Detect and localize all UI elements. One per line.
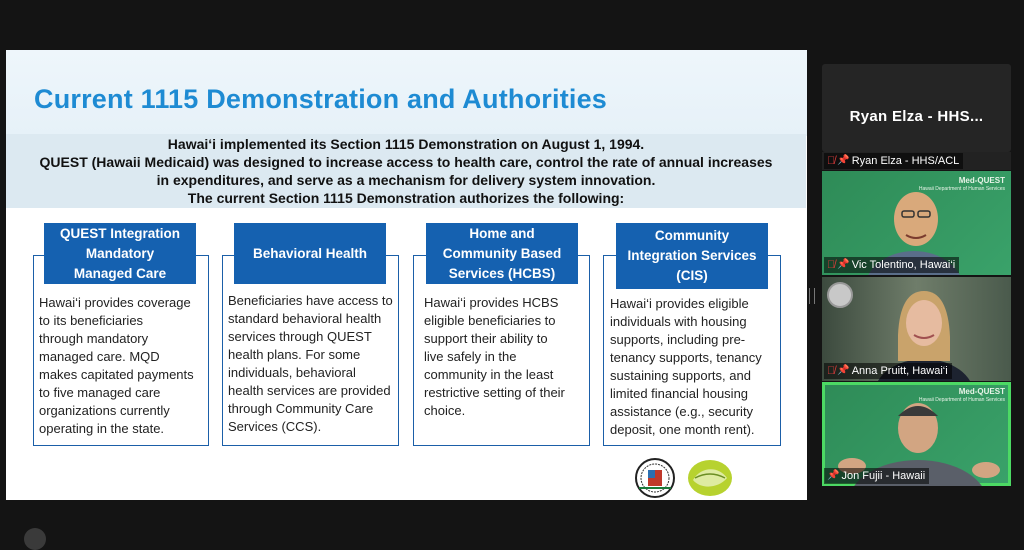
card-body-line: restrictive setting of their — [424, 385, 565, 400]
card-body-line: operating in the state. — [39, 421, 165, 436]
card-heading-line: Home and — [469, 225, 535, 241]
card-body-line: Hawai‘i provides eligible — [610, 296, 749, 311]
participant-name-tag — [824, 153, 963, 169]
hawaii-state-seal-icon — [636, 459, 674, 497]
card-body-line: choice. — [424, 403, 466, 418]
med-quest-logo: Med-QUEST Hawaii Department of Human Services — [918, 176, 1005, 192]
intro-text — [6, 135, 806, 207]
participant-name: Ryan Elza - HHS/ACL — [851, 155, 960, 167]
participant-name: Anna Pruitt, Hawai‘i — [851, 365, 948, 377]
card-heading-line: QUEST Integration — [59, 225, 180, 241]
card-body-behavioral-health — [228, 292, 393, 436]
mic-muted-icon: 🎙̸ — [827, 155, 836, 167]
participant-name-tag — [824, 468, 929, 484]
card-body-line: supports, including pre- — [610, 332, 746, 347]
pin-icon: 📌 — [837, 155, 850, 166]
active-speaker-name: Ryan Elza - HHS... — [849, 108, 984, 125]
participant-tile[interactable] — [822, 171, 1011, 275]
participant-tile[interactable] — [822, 277, 1011, 381]
panel-resize-handle[interactable] — [809, 288, 815, 304]
card-body-line: individuals with housing — [610, 314, 747, 329]
card-body-line: sustaining supports, and — [610, 368, 751, 383]
card-body-line: eligible beneficiaries to — [424, 313, 556, 328]
pin-icon: 📌 — [827, 470, 840, 481]
card-body-line: Beneficiaries have access to — [228, 293, 393, 308]
card-body-line: health plans. For some — [228, 347, 361, 362]
intro-line: in expenditures, and serve as a mechanism for delivery system innovation. — [156, 172, 656, 188]
card-body-line: live safely in the — [424, 349, 517, 364]
card-heading-line: Integration Services — [627, 248, 757, 263]
card-body-line: Hawai‘i provides coverage — [39, 295, 191, 310]
card-body-line: makes capitated payments — [39, 367, 194, 382]
card-body-line: organizations currently — [39, 403, 170, 418]
card-body-line: individuals, behavioral — [228, 365, 356, 380]
pin-icon: 📌 — [837, 365, 850, 376]
card-body-hcbs — [424, 294, 565, 420]
card-heading-line: Community Based — [442, 245, 562, 261]
mic-muted-icon: 🎙̸ — [827, 365, 836, 377]
card-body-line: Hawai‘i provides HCBS — [424, 295, 559, 310]
card-body-line: limited financial housing — [610, 386, 749, 401]
card-heading-line: Behavioral Health — [252, 245, 368, 261]
state-seal-logos — [635, 458, 759, 498]
card-heading-behavioral-health — [234, 223, 386, 284]
card-heading-cis — [616, 223, 768, 289]
card-body-line: deposit, one month rent). — [610, 422, 755, 437]
card-body-line: managed care. MQD — [39, 349, 160, 364]
card-heading-quest-integration — [44, 223, 196, 284]
participant-name-tag — [824, 257, 959, 273]
participant-tile[interactable] — [822, 152, 1011, 170]
card-body-quest-integration — [39, 294, 194, 438]
card-body-line: to five managed care — [39, 385, 161, 400]
intro-line: The current Section 1115 Demonstration authorizes the following: — [187, 190, 625, 206]
card-body-line: community in the least — [424, 367, 554, 382]
med-quest-logo: Med-QUEST Hawaii Department of Human Services — [918, 387, 1005, 403]
dhs-leaf-logo-icon — [688, 460, 732, 496]
slide-title: Current 1115 Demonstration and Authorities — [34, 84, 608, 114]
card-body-line: tenancy supports, tenancy — [610, 350, 762, 365]
card-heading-hcbs — [426, 223, 578, 284]
card-body-line: Services (CCS). — [228, 419, 322, 434]
intro-line: Hawai‘i implemented its Section 1115 Demonstration on August 1, 1994. — [167, 136, 645, 152]
card-body-cis — [610, 295, 762, 439]
card-body-line: support their ability to — [424, 331, 548, 346]
card-heading-line: Managed Care — [73, 265, 167, 281]
pin-icon: 📌 — [837, 259, 850, 270]
user-avatar-button[interactable] — [24, 528, 46, 550]
card-heading-line: (CIS) — [676, 268, 708, 283]
shared-slide — [6, 50, 807, 500]
participant-name: Vic Tolentino, Hawai‘i — [851, 259, 956, 271]
card-heading-line: Mandatory — [85, 245, 155, 261]
mic-muted-icon: 🎙̸ — [827, 259, 836, 271]
card-body-line: services through QUEST — [228, 329, 372, 344]
card-heading-line: Community — [654, 228, 730, 243]
card-body-line: to its beneficiaries — [39, 313, 144, 328]
participant-name: Jon Fujii - Hawaii — [841, 470, 926, 482]
card-body-line: standard behavioral health — [228, 311, 382, 326]
card-body-line: assistance (e.g., security — [610, 404, 754, 419]
card-body-line: through Community Care — [228, 401, 374, 416]
card-body-line: through mandatory — [39, 331, 149, 346]
active-speaker-header — [822, 64, 1011, 152]
intro-line: QUEST (Hawaii Medicaid) was designed to increase access to health care, control the rate of annual increases — [39, 154, 773, 170]
card-body-line: health services are provided — [228, 383, 391, 398]
participant-name-tag — [824, 363, 952, 379]
participant-tile-active-speaker[interactable] — [822, 382, 1011, 486]
card-heading-line: Services (HCBS) — [448, 265, 556, 281]
